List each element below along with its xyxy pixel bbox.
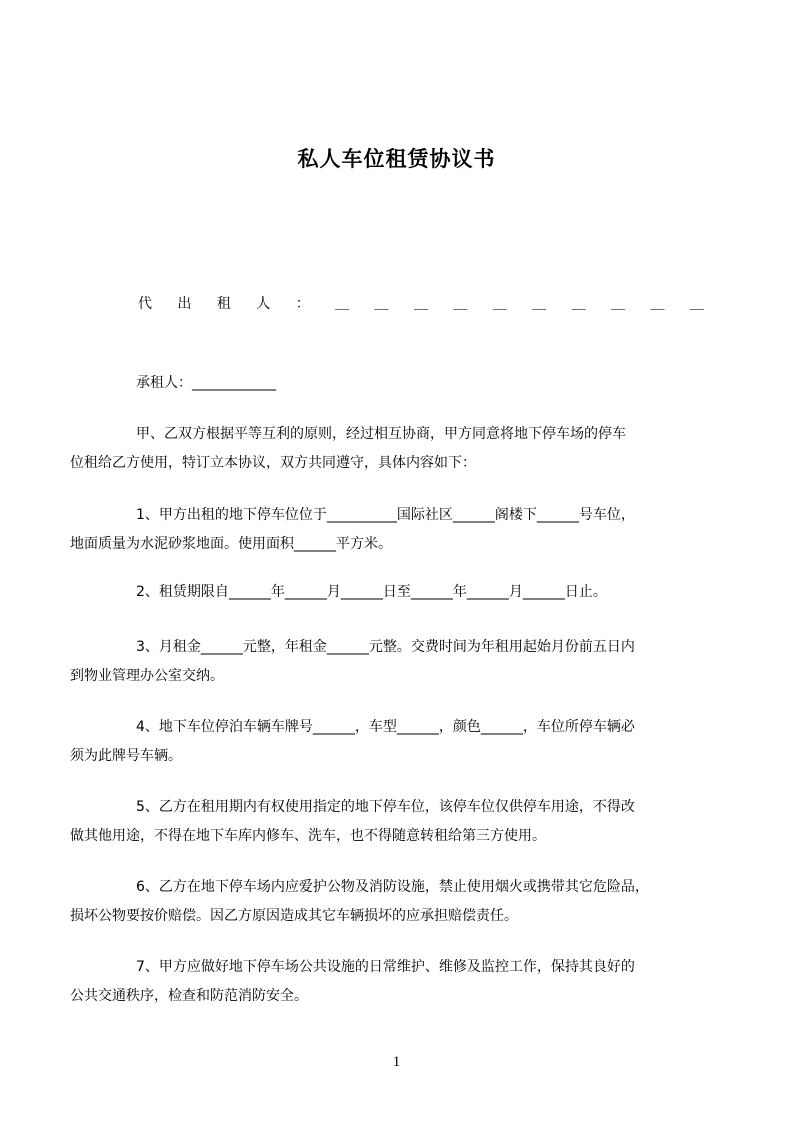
paragraph-line: 1、甲方出租的地下停车位位于__________国际社区______阁楼下______号车位， — [136, 507, 635, 523]
lessor-char: 租 — [216, 296, 231, 312]
paragraph-line: 6、乙方在地下停车场内应爱护公物及消防设施，禁止使用烟火或携带其它危险品， — [136, 879, 649, 895]
lessor-blank: ＿ — [532, 296, 547, 312]
lessor-blank: ＿ — [611, 296, 626, 312]
paragraph-line: 甲、乙双方根据平等互利的原则，经过相互协商，甲方同意将地下停车场的停车 — [136, 426, 626, 442]
paragraph-line: 做其他用途，不得在地下车库内修车、洗车，也不得随意转租给第三方使用。 — [70, 828, 546, 844]
clause-4 — [70, 713, 725, 771]
clause-2 — [103, 578, 725, 607]
clause-6 — [70, 873, 725, 931]
paragraph-line: 须为此牌号车辆。 — [70, 748, 182, 764]
lessor-blank: ＿ — [650, 296, 665, 312]
document-title: 私人车位租赁协议书 — [297, 147, 496, 171]
clause-1 — [70, 501, 725, 559]
lessor-blank: ＿ — [374, 296, 389, 312]
intro-paragraph — [70, 420, 725, 478]
lessor-char: 代 — [138, 296, 152, 312]
paragraph-line: 地面质量为水泥砂浆地面。使用面积______平方米。 — [70, 536, 392, 552]
lessor-blank: ＿ — [689, 296, 704, 312]
lessor-blank: ＿ — [413, 296, 428, 312]
lessor-blank: ＿ — [335, 296, 350, 312]
clause-5 — [70, 793, 725, 851]
lessor-char: 出 — [177, 296, 192, 312]
paragraph-line: 7、甲方应做好地下停车场公共设施的日常维护、维修及监控工作，保持其良好的 — [136, 959, 635, 975]
lessor-char: ： — [295, 296, 310, 312]
lessor-blank: ＿ — [571, 296, 586, 312]
paragraph-line: 位租给乙方使用，特订立本协议，双方共同遵守，具体内容如下： — [70, 455, 476, 471]
lessor-line — [138, 293, 704, 313]
clause-7 — [70, 953, 725, 1011]
paragraph-line: 到物业管理办公室交纳。 — [70, 668, 224, 684]
lessor-blank: ＿ — [492, 296, 507, 312]
clause-3 — [70, 633, 725, 691]
page-number: 1 — [392, 1054, 401, 1070]
lessor-char: 人 — [256, 296, 271, 312]
paragraph-line: 5、乙方在租用期内有权使用指定的地下停车位，该停车位仅供停车用途，不得改 — [136, 799, 635, 815]
paragraph-line: 公共交通秩序，检查和防范消防安全。 — [70, 988, 308, 1004]
paragraph-line: 3、月租金______元整，年租金______元整。交费时间为年租用起始月份前五日内 — [136, 639, 635, 655]
paragraph-line: 损坏公物要按价赔偿。因乙方原因造成其它车辆损坏的应承担赔偿责任。 — [70, 908, 518, 924]
lessee-line: 承租人：____________ — [136, 375, 276, 391]
paragraph-line: 2、租赁期限自______年______月______日至______年______月______日止。 — [136, 584, 607, 600]
lessor-blank: ＿ — [453, 296, 468, 312]
paragraph-line: 4、地下车位停泊车辆车牌号______，车型______，颜色______，车位所停车辆必 — [136, 719, 635, 735]
